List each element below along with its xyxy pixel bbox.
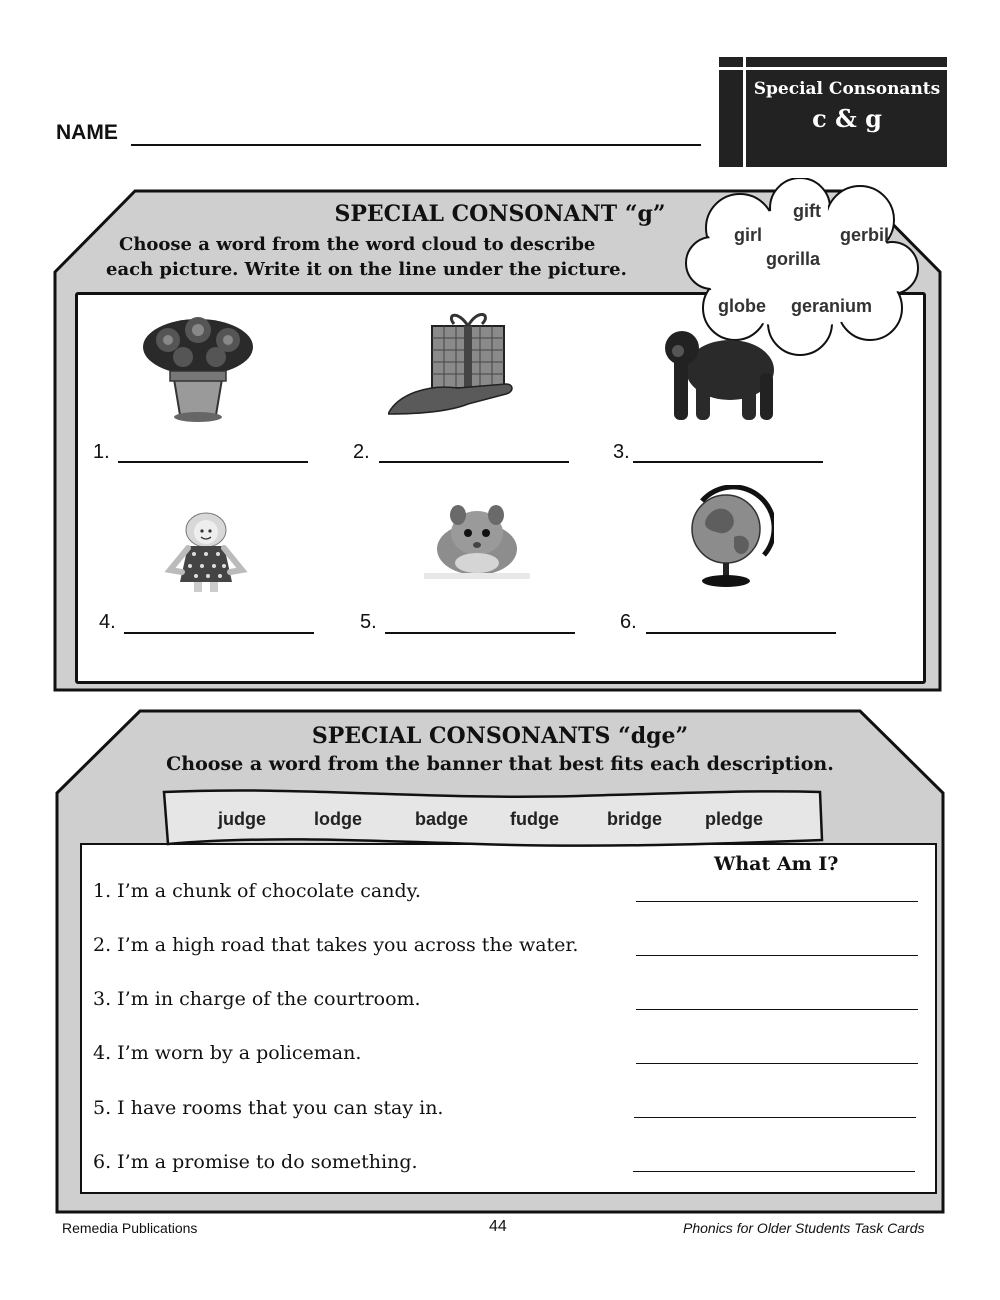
section1-title: SPECIAL CONSONANT “g”: [334, 201, 666, 227]
section2-title: SPECIAL CONSONANTS “dge”: [311, 723, 689, 749]
cloud-word-geranium: geranium: [791, 296, 873, 316]
banner-word-pledge: pledge: [705, 809, 764, 829]
banner-word-badge: badge: [415, 809, 469, 829]
question-2: 2. I’m a high road that takes you across the water.: [93, 934, 579, 956]
answer-label-6: 6.: [620, 611, 637, 633]
cloud-word-globe: globe: [718, 296, 766, 316]
cloud-word-gift: gift: [793, 201, 821, 221]
question-1: 1. I’m a chunk of chocolate candy.: [93, 880, 421, 902]
answer-label-4: 4.: [99, 611, 116, 633]
banner-word-judge: judge: [218, 809, 266, 829]
topic-tag-subtitle: c & g: [812, 104, 882, 133]
footer-book-title: Phonics for Older Students Task Cards: [683, 1220, 925, 1236]
answer-field-4[interactable]: [636, 1063, 918, 1064]
section1-instruction-line1: Choose a word from the word cloud to describe: [119, 234, 596, 255]
section1-instruction-line2: each picture. Write it on the line under the picture.: [106, 259, 627, 280]
column-header: What Am I?: [714, 853, 839, 875]
cloud-word-gorilla: gorilla: [766, 249, 821, 269]
cloud-word-gerbil: gerbil: [840, 225, 890, 245]
answer-field-1[interactable]: [636, 901, 918, 902]
cloud-word-girl: girl: [734, 225, 763, 245]
banner-word-fudge: fudge: [510, 809, 559, 829]
answer-label-2: 2.: [353, 441, 370, 463]
footer-page-number: 44: [489, 1218, 507, 1235]
footer-publisher: Remedia Publications: [62, 1220, 198, 1236]
answer-field-2[interactable]: [636, 955, 918, 956]
name-label: NAME: [56, 121, 118, 144]
answer-field-3[interactable]: [636, 1009, 918, 1010]
section2-instruction: Choose a word from the banner that best fits each description.: [166, 753, 834, 775]
question-5: 5. I have rooms that you can stay in.: [93, 1097, 444, 1119]
answer-label-5: 5.: [360, 611, 377, 633]
answer-field-5[interactable]: [634, 1117, 916, 1118]
question-3: 3. I’m in charge of the courtroom.: [93, 988, 421, 1010]
answer-label-3: 3.: [613, 441, 630, 463]
banner-word-lodge: lodge: [314, 809, 362, 829]
topic-tag-title: Special Consonants: [753, 79, 941, 99]
answer-field-6[interactable]: [633, 1171, 915, 1172]
answer-label-1: 1.: [93, 441, 110, 463]
banner-word-bridge: bridge: [607, 809, 663, 829]
question-6: 6. I’m a promise to do something.: [93, 1151, 418, 1173]
question-4: 4. I’m worn by a policeman.: [93, 1042, 362, 1064]
